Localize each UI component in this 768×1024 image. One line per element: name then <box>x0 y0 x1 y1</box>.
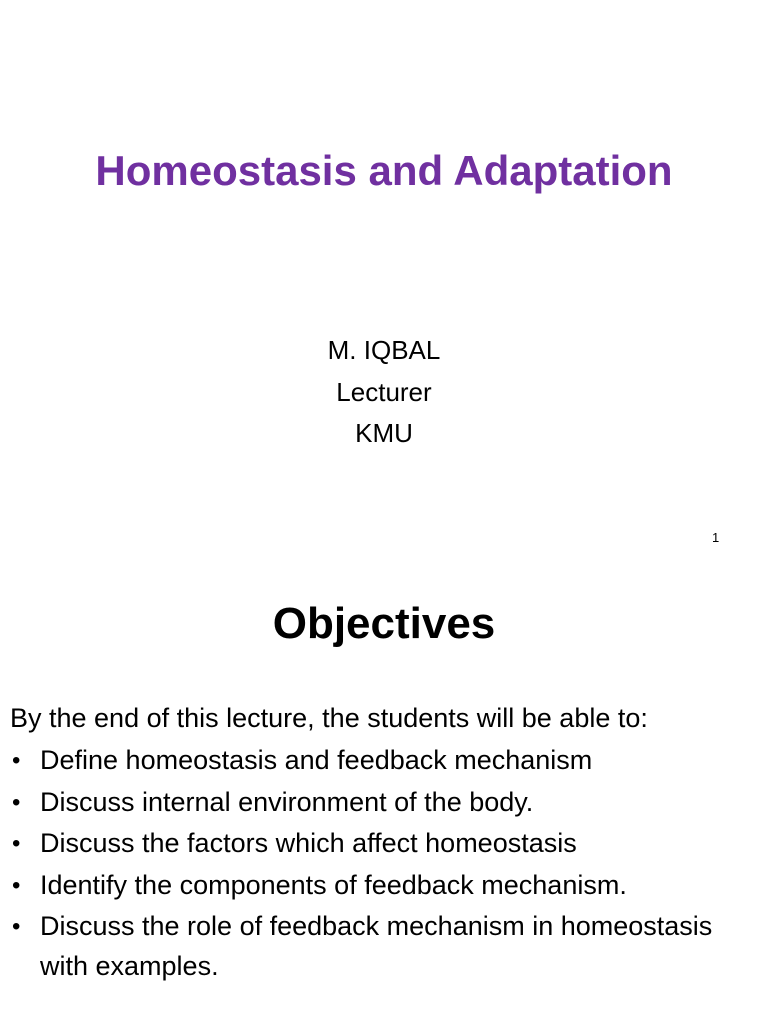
bullet-icon: • <box>12 871 21 899</box>
author-institution: KMU <box>355 418 413 448</box>
objectives-list <box>10 741 730 988</box>
list-item <box>10 741 730 781</box>
list-item <box>10 783 730 823</box>
list-item-text: Discuss internal environment of the body. <box>40 786 534 817</box>
list-item-text: Define homeostasis and feedback mechanism <box>40 745 593 775</box>
bullet-icon: • <box>12 913 21 940</box>
list-item <box>10 824 730 864</box>
list-item <box>10 907 730 986</box>
author-block <box>0 330 768 455</box>
bullet-icon: • <box>12 747 21 774</box>
objectives-title: Objectives <box>272 599 496 648</box>
bullet-icon: • <box>12 788 21 816</box>
author-name: M. IQBAL <box>327 335 441 365</box>
slide-title: Homeostasis and Adaptation <box>95 147 673 194</box>
author-role: Lecturer <box>336 376 432 407</box>
objectives-intro: By the end of this lecture, the students will be able to: <box>10 703 648 733</box>
page-number: 1 <box>712 530 720 545</box>
objectives-slide <box>0 560 768 1024</box>
list-item-text: Discuss the factors which affect homeostasis <box>40 828 577 858</box>
list-item <box>10 866 730 906</box>
list-item-text: Identify the components of feedback mechanism. <box>40 869 627 900</box>
bullet-icon: • <box>12 830 21 857</box>
list-item-text: Discuss the role of feedback mechanism in homeostasis with examples. <box>40 911 713 981</box>
